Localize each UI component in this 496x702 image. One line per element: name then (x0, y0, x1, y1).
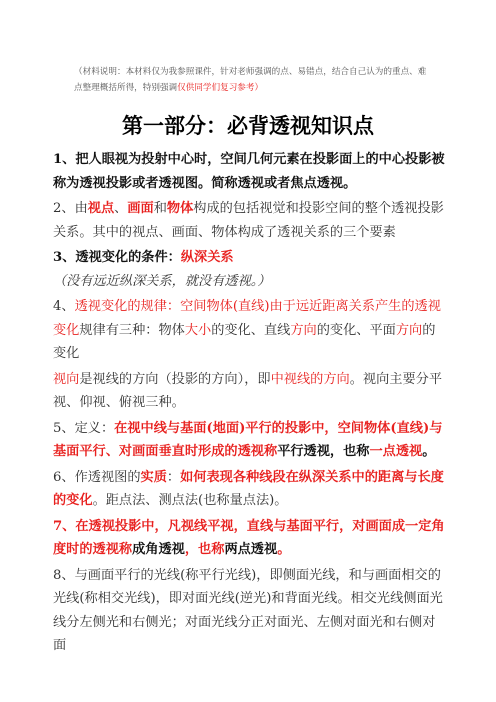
note-text: （材料说明：本材料仅为我参照课件，针对老师强调的点、易错点，结合自己认为的重点、难点整理概括所得，特别强调 (74, 67, 427, 93)
p2-text-a: 2、由 (53, 201, 88, 216)
p8-red-period: 。 (277, 542, 291, 557)
paragraph-7 (53, 466, 448, 513)
p8-text-angular: 成角透视 (132, 542, 185, 557)
paragraph-2 (53, 197, 448, 244)
p7-text-b: ： (166, 469, 181, 485)
p7-text-a: 6、作透视图的 (53, 469, 141, 485)
p3-italic-note: （没有远近纵深关系，就没有透视。） (53, 273, 271, 289)
p7-red-essence: 实质 (140, 469, 167, 485)
paragraph-9: 8、与画面平行的光线(称平行光线)，即侧面光线，和与画面相交的光线(称相交光线)，即对面光线(逆光)和背面光线。相交光线侧面光线分左侧光和右侧光；对面光线分正对面光、左侧对面光和右侧对面 (53, 567, 443, 653)
p2-text-d: 构成的包括视觉和投影空间的整个透视投影关系。其中的视点、画面、物体构成了透视关系的三个要素 (53, 201, 444, 240)
p4-text-c: 的变化、直线 (211, 322, 291, 338)
p8-text-two-point: 两点透视 (224, 542, 278, 557)
p6-red-one-point: 一点透视 (369, 444, 423, 459)
p6-text-b: 平行透视，也称 (277, 444, 370, 459)
paragraph-6 (53, 417, 448, 464)
p4-red-direction-2: 方向 (395, 322, 423, 338)
material-note (74, 64, 430, 96)
p4-text-b: 规律有三种：物体 (79, 322, 185, 338)
p8-red-definition: 7、在透视投影中，凡视线平视，直线与基面平行，对画面成一定角度时的透视称 (53, 518, 445, 557)
p4-text-e: 的变化 (53, 322, 436, 361)
page-title: 第一部分：必背透视知识点 (122, 113, 374, 138)
p2-text-b: 、 (114, 201, 128, 216)
p4-text-d: 的变化、平面 (316, 322, 396, 338)
p5-text-a: 是视线的方向（投影的方向），即 (79, 371, 271, 387)
note-red-text: 仅供同学们复习参考） (177, 83, 264, 93)
p2-red-object: 物体 (166, 201, 194, 216)
p7-text-c: 。距点法、测点法(也称量点法)。 (92, 493, 288, 508)
document-body (53, 148, 448, 660)
p4-text-a: 4、 (53, 299, 75, 314)
p6-text-c: 。 (422, 444, 436, 459)
p6-red-definition: 在视中线与基面(地面)平行的投影中，空间物体(直线)与基面平行、对画面垂直时形成的透视称 (53, 420, 443, 459)
p4-red-rule: 透视变化的规律：空间物体(直线)由于远近距离关系产生的透视变化 (53, 299, 441, 338)
paragraph-8 (53, 515, 448, 562)
paragraph-5 (53, 368, 448, 415)
p5-text-b: 。视向主要分平视、仰视、俯视三种。 (53, 371, 443, 410)
p4-red-direction-1: 方向 (290, 322, 317, 338)
p7-red-how-to: 如何表现各种线段在纵深关系中的距离与长度的变化 (53, 469, 444, 508)
p5-red-central-line: 中视线的方向 (270, 371, 350, 387)
p5-red-view-direction: 视向 (53, 371, 80, 387)
p3-text-a: 3、透视变化的条件： (53, 250, 181, 265)
p3-red-depth: 纵深关系 (180, 250, 234, 265)
p4-red-size: 大小 (184, 322, 212, 338)
p8-red-also: ，也称 (184, 542, 225, 557)
p2-red-viewpoint: 视点 (87, 201, 115, 216)
p2-red-picture-plane: 画面 (127, 201, 154, 216)
paragraph-1: 1、把人眼视为投射中心时，空间几何元素在投影面上的中心投影被称为透视投影或者透视图。简称透视或者焦点透视。 (53, 152, 445, 191)
p6-text-a: 5、定义： (53, 420, 115, 436)
p2-text-c: 和 (153, 201, 167, 216)
paragraph-3 (53, 246, 448, 293)
paragraph-4 (53, 295, 448, 366)
